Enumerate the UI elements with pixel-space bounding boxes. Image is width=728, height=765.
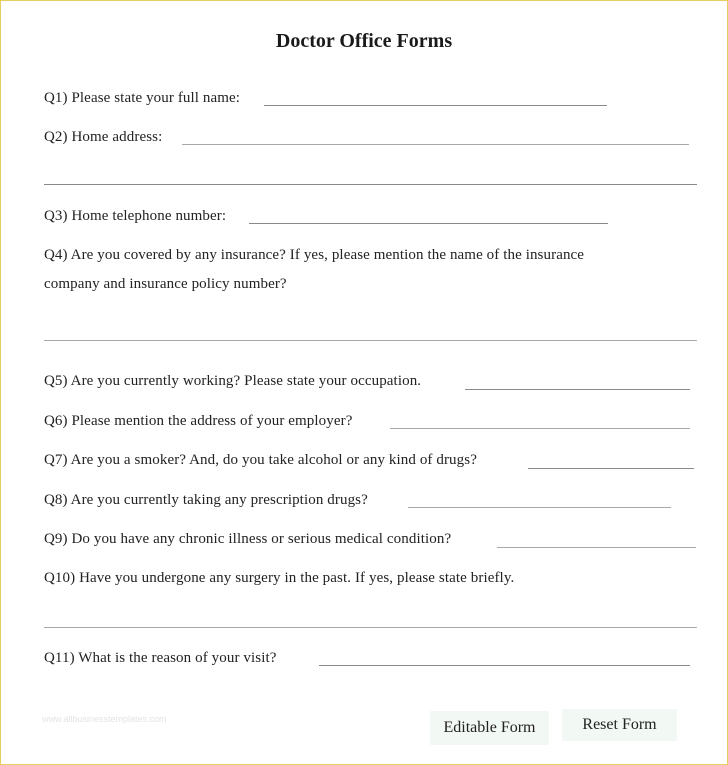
answer-line-5[interactable] [465,389,690,390]
answer-line-2-continued[interactable] [44,184,697,185]
question-3: Q3) Home telephone number: [44,208,227,224]
answer-line-11[interactable] [319,665,690,666]
form-title: Doctor Office Forms [275,30,453,52]
question-4: Q4) Are you covered by any insurance? If yes, please mention the name of the insurance [44,247,585,263]
question-6: Q6) Please mention the address of your employer? [44,413,353,429]
question-2: Q2) Home address: [44,129,163,145]
answer-line-4[interactable] [44,340,697,341]
question-9: Q9) Do you have any chronic illness or serious medical condition? [44,531,452,547]
answer-line-6[interactable] [390,428,690,429]
answer-line-3[interactable] [249,223,608,224]
question-4-continued: company and insurance policy number? [44,276,287,292]
watermark: www.allbusinesstemplates.com [42,714,167,724]
question-8: Q8) Are you currently taking any prescription drugs? [44,492,368,508]
answer-line-10[interactable] [44,627,697,628]
editable-form-button[interactable]: Editable Form [430,711,549,745]
question-1: Q1) Please state your full name: [44,90,241,106]
question-11: Q11) What is the reason of your visit? [44,650,277,666]
question-5: Q5) Are you currently working? Please state your occupation. [44,373,422,389]
answer-line-2[interactable] [182,144,689,145]
reset-form-button[interactable]: Reset Form [562,709,677,741]
question-10: Q10) Have you undergone any surgery in the past. If yes, please state briefly. [44,570,515,586]
answer-line-1[interactable] [264,105,607,106]
answer-line-9[interactable] [497,547,696,548]
answer-line-7[interactable] [528,468,694,469]
question-7: Q7) Are you a smoker? And, do you take alcohol or any kind of drugs? [44,452,477,468]
answer-line-8[interactable] [408,507,671,508]
